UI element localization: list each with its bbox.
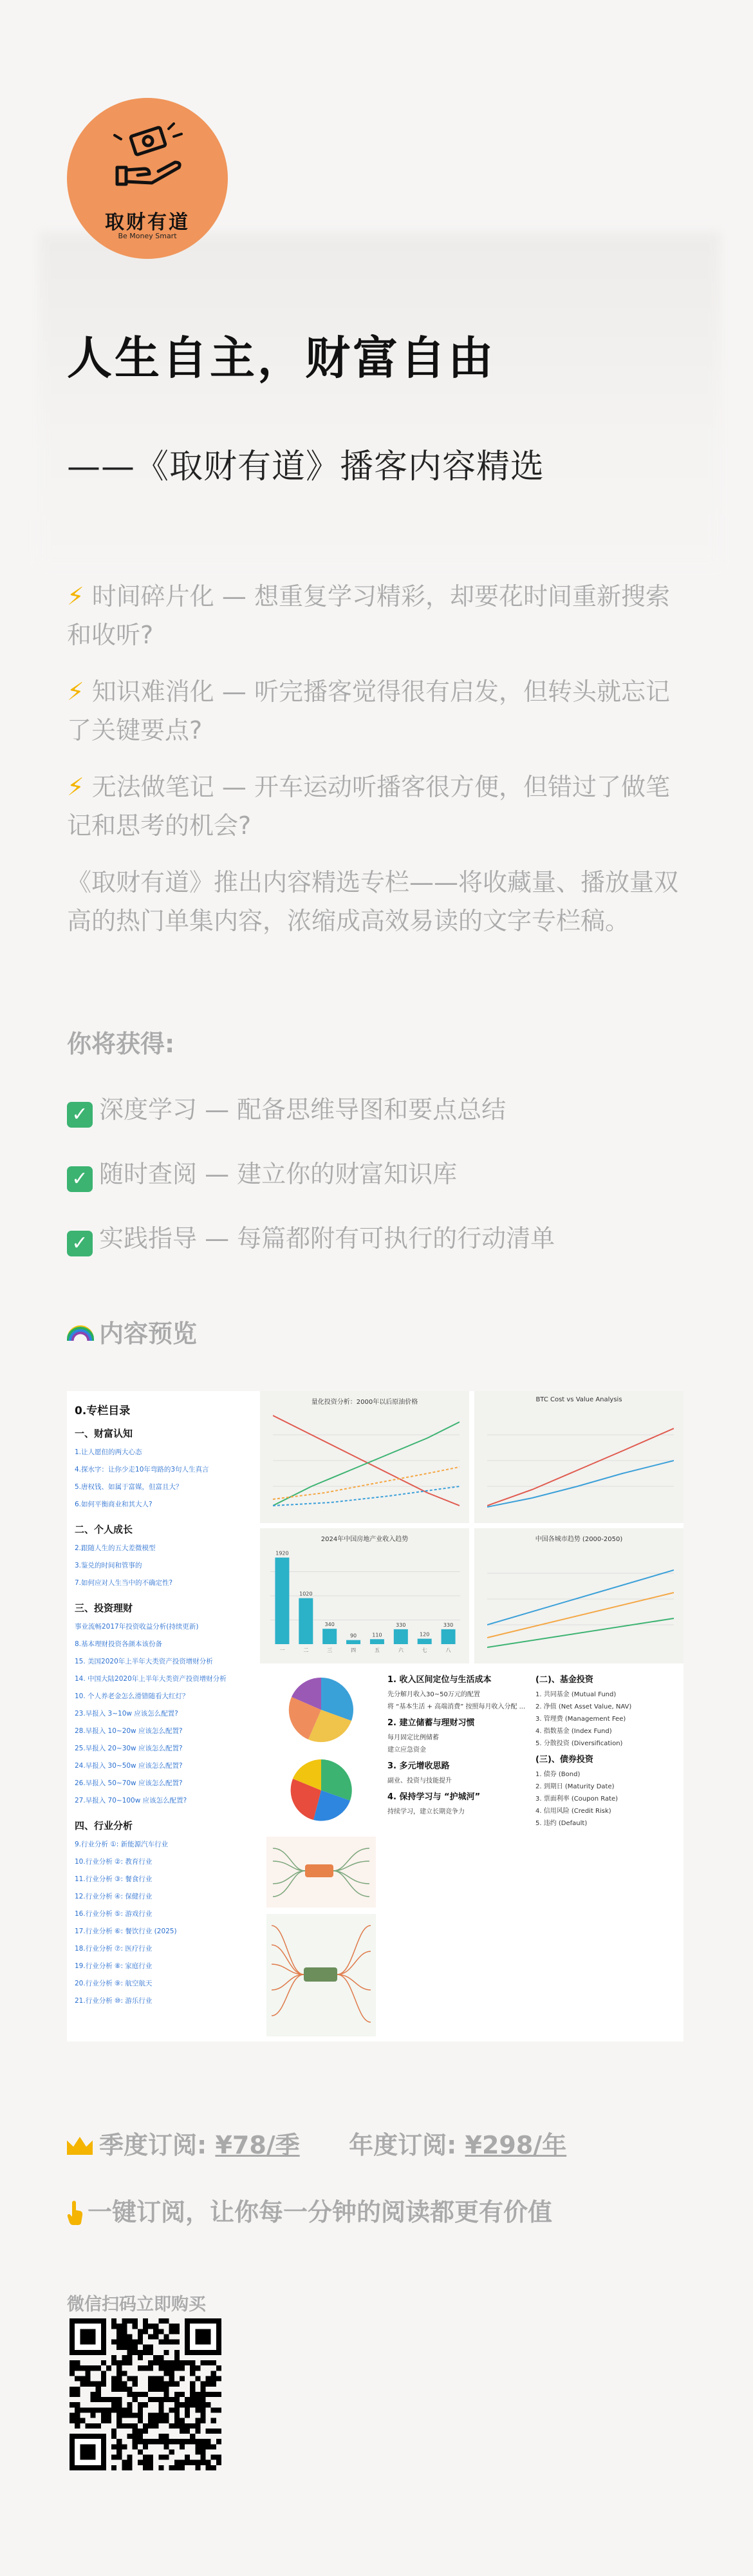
bar-category-label: 三 — [327, 1647, 333, 1653]
bar-chart — [270, 1548, 460, 1657]
bar-value-label: 340 — [324, 1622, 335, 1628]
pointing-hand-icon — [67, 2200, 84, 2226]
toc-link[interactable]: 1.让人愿但的两大心态 — [75, 1448, 142, 1456]
toc-link[interactable]: 26.早报入 50~70w 应该怎么配置? — [75, 1779, 183, 1787]
gain-item-2 — [67, 1154, 457, 1192]
bar — [299, 1598, 313, 1644]
article-line: 4. 信用风险 (Credit Risk) — [535, 1808, 611, 1815]
intro-point-1 — [67, 577, 685, 654]
article-line: 建立应急资金 — [387, 1747, 426, 1754]
chart-panel-4 — [474, 1528, 683, 1663]
article-line: 5. 违约 (Default) — [535, 1820, 588, 1827]
pie-charts-and-mindmaps — [260, 1668, 382, 2041]
page-subtitle: ——《取财有道》播客内容精选 — [67, 448, 545, 486]
chart-title: 2024年中国房地产业收入趋势 — [321, 1536, 409, 1543]
toc-link[interactable]: 19.行业分析 ⑧: 家庭行业 — [75, 1962, 153, 1970]
brand-name: 取财有道 — [105, 211, 190, 234]
gain-item-text: 随时查阅 — 建立你的财富知识库 — [99, 1160, 458, 1188]
toc-link[interactable]: 28.早报入 10~20w 应该怎么配置? — [75, 1727, 183, 1735]
gains-title: 你将获得: — [67, 1030, 175, 1058]
pricing-row — [67, 2125, 566, 2161]
background-blur — [39, 232, 721, 567]
toc-link[interactable]: 24.早报入 30~50w 应该怎么配置? — [75, 1762, 183, 1770]
article-line: 持续学习，建立长期竞争力 — [387, 1808, 465, 1815]
toc-link[interactable]: 27.早报入 70~100w 应该怎么配置? — [75, 1797, 187, 1804]
bar-category-label: 八 — [445, 1647, 451, 1653]
bar-category-label: 六 — [398, 1647, 404, 1653]
toc-link[interactable]: 12.行业分析 ④: 保健行业 — [75, 1893, 153, 1900]
article-line: 5. 分散投资 (Diversification) — [535, 1740, 623, 1747]
bar-category-label: 四 — [351, 1647, 357, 1653]
article-heading: (三)、债券投资 — [535, 1755, 593, 1765]
toc-section-heading: 一、财富认知 — [75, 1428, 133, 1439]
toc-title: 0.专栏目录 — [75, 1405, 131, 1417]
line-chart-4 — [487, 1548, 674, 1654]
line-chart-1 — [273, 1409, 460, 1512]
page-title: 人生自主，财富自由 — [67, 332, 496, 384]
article-column-middle — [387, 1669, 529, 1819]
toc-link[interactable]: 16.行业分析 ⑤: 游戏行业 — [75, 1910, 153, 1918]
article-line: 副业、投资与技能提升 — [387, 1777, 452, 1785]
intro-point-text: 无法做笔记 — 开车运动听播客很方便，但错过了做笔记和思考的机会? — [67, 773, 670, 840]
coin-in-hand-icon — [107, 122, 188, 193]
article-line: 1. 债券 (Bond) — [535, 1771, 581, 1778]
article-heading: 1. 收入区间定位与生活成本 — [387, 1675, 492, 1685]
toc-link[interactable]: 20.行业分析 ⑨: 航空航天 — [75, 1980, 153, 1987]
bar — [370, 1639, 384, 1644]
scan-label: 微信扫码立即购买 — [67, 2295, 206, 2315]
lightning-icon: ⚡ — [67, 582, 84, 611]
bar-value-label: 1920 — [275, 1550, 289, 1557]
bar — [275, 1558, 289, 1644]
wechat-qr-code[interactable] — [70, 2318, 221, 2470]
article-line: 2. 净值 (Net Asset Value, NAV) — [535, 1703, 632, 1710]
toc-link[interactable]: 21.行业分析 ⑩: 游乐行业 — [75, 1997, 153, 2005]
bar-category-label: 七 — [422, 1647, 427, 1653]
toc-link[interactable]: 18.行业分析 ⑦: 医疗行业 — [75, 1945, 153, 1953]
chart-title: BTC Cost vs Value Analysis — [535, 1396, 622, 1403]
article-line: 3. 管理费 (Management Fee) — [535, 1716, 626, 1723]
checkmark-icon: ✓ — [67, 1166, 93, 1192]
bar-value-label: 330 — [396, 1622, 406, 1628]
bar — [418, 1639, 432, 1644]
article-line: 4. 指数基金 (Index Fund) — [535, 1728, 612, 1735]
year-label: 年度订阅: — [349, 2131, 457, 2159]
article-heading: (二)、基金投资 — [535, 1675, 593, 1685]
toc-link[interactable]: 15. 美国2020年上半年大类资产投资增财分析 — [75, 1658, 213, 1665]
toc-link[interactable]: 14. 中国大陆2020年上半年大类资产投资增财分析 — [75, 1675, 227, 1683]
article-heading: 3. 多元增收思路 — [387, 1761, 450, 1771]
season-label: 季度订阅: — [99, 2131, 207, 2159]
preview-title — [67, 1314, 197, 1349]
toc-link[interactable]: 3.鉴兑的时间和管事的 — [75, 1562, 142, 1569]
year-price[interactable]: ¥298/年 — [465, 2131, 567, 2159]
table-of-contents — [67, 1391, 254, 2041]
toc-link[interactable]: 17.行业分析 ⑥: 餐饮行业 (2025) — [75, 1927, 177, 1935]
bar — [394, 1629, 408, 1644]
intro-summary: 《取财有道》推出内容精选专栏——将收藏量、播放量双高的热门单集内容，浓缩成高效易读的文字专栏稿。 — [67, 868, 679, 935]
toc-link[interactable]: 4.探水字：让你少走10年弯路的3句人生真言 — [75, 1466, 209, 1473]
bar-value-label: 1020 — [299, 1591, 313, 1597]
toc-link[interactable]: 8.基本理财投资各颜本该份备 — [75, 1640, 163, 1648]
toc-link[interactable]: 25.早报入 20~30w 应该怎么配置? — [75, 1745, 183, 1752]
chart-panel-3 — [260, 1528, 469, 1663]
article-heading: 4. 保持学习与 “护城河” — [387, 1792, 481, 1802]
article-line: 2. 到期日 (Maturity Date) — [535, 1783, 615, 1790]
intro-point-text: 知识难消化 — 听完播客觉得很有启发，但转头就忘记了关键要点? — [67, 677, 670, 744]
gain-item-3 — [67, 1218, 555, 1256]
chart-title: 中国各城市趋势 (2000-2050) — [535, 1536, 623, 1543]
toc-link[interactable]: 事业流畅2017年投资收益分析(持续更新) — [75, 1623, 199, 1631]
article-line: 先分解月收入30~50万元的配置 — [387, 1691, 480, 1698]
checkmark-icon: ✓ — [67, 1102, 93, 1128]
bar — [346, 1640, 360, 1644]
bar-category-label: 二 — [303, 1647, 309, 1653]
line-chart-2 — [487, 1409, 674, 1512]
preview-title-text: 内容预览 — [99, 1320, 198, 1348]
toc-link[interactable]: 6.如何平衡商业和其大人? — [75, 1501, 153, 1508]
rainbow-icon — [67, 1325, 94, 1341]
slogan-text: 一键订阅，让你每一分钟的阅读都更有价值 — [88, 2198, 553, 2226]
intro-point-2 — [67, 672, 685, 750]
bar-category-label: 五 — [374, 1647, 380, 1653]
toc-section-heading: 二、个人成长 — [75, 1524, 133, 1535]
toc-link[interactable]: 23.早报入 3~10w 应该怎么配置? — [75, 1710, 178, 1718]
toc-link[interactable]: 5.唐权钱、如属于富媒，但富且大？ — [75, 1483, 183, 1491]
gain-item-text: 实践指导 — 每篇都附有可执行的行动清单 — [99, 1224, 555, 1253]
bar-value-label: 110 — [372, 1632, 382, 1638]
toc-link[interactable]: 10.行业分析 ②: 教育行业 — [75, 1858, 153, 1866]
lightning-icon: ⚡ — [67, 773, 84, 801]
gain-item-text: 深度学习 — 配备思维导图和要点总结 — [99, 1095, 507, 1124]
intro-point-text: 时间碎片化 — 想重复学习精彩，却要花时间重新搜索和收听? — [67, 582, 670, 649]
bar — [442, 1629, 456, 1644]
brand-logo — [67, 98, 228, 259]
toc-link[interactable]: 11.行业分析 ③: 餐食行业 — [75, 1875, 153, 1883]
chart-panel-2 — [474, 1391, 683, 1523]
lightning-icon: ⚡ — [67, 677, 84, 706]
season-price[interactable]: ¥78/季 — [215, 2131, 300, 2159]
bar-value-label: 330 — [443, 1622, 454, 1628]
toc-section-heading: 三、投资理财 — [75, 1602, 133, 1614]
subscribe-slogan[interactable] — [67, 2192, 552, 2228]
bar-value-label: 120 — [420, 1631, 430, 1638]
article-line: 将 “基本生活 + 高端消费” 按照每月收入分配 ... — [387, 1703, 526, 1710]
toc-link[interactable]: 7.如何应对人生当中的不确定性? — [75, 1579, 173, 1587]
checkmark-icon: ✓ — [67, 1231, 93, 1256]
toc-link[interactable]: 9.行业分析 ①: 新能源汽车行业 — [75, 1841, 169, 1848]
article-line: 1. 共同基金 (Mutual Fund) — [535, 1691, 617, 1698]
bar-category-label: 一 — [279, 1647, 285, 1653]
gain-item-1 — [67, 1090, 506, 1128]
toc-link[interactable]: 10. 个人养老金怎么滑错随看大红灯？ — [75, 1692, 189, 1700]
intro-point-3 — [67, 768, 685, 845]
chart-panel-1 — [260, 1391, 469, 1523]
bar — [322, 1629, 337, 1644]
crown-icon — [67, 2137, 93, 2155]
article-heading: 2. 建立储蓄与理财习惯 — [387, 1718, 475, 1728]
article-line: 3. 票面利率 (Coupon Rate) — [535, 1795, 618, 1803]
bar-value-label: 90 — [349, 1633, 357, 1639]
chart-title: 量化投资分析：2000年以后原油价格 — [311, 1399, 418, 1406]
brand-subtitle: Be Money Smart — [118, 232, 177, 240]
toc-link[interactable]: 2.跟随人生的五大差微模型 — [75, 1544, 156, 1552]
toc-section-heading: 四、行业分析 — [75, 1820, 133, 1832]
article-line: 每月固定比例储蓄 — [387, 1734, 439, 1741]
content-preview-image — [67, 1391, 683, 2041]
article-column-right — [535, 1669, 680, 1830]
